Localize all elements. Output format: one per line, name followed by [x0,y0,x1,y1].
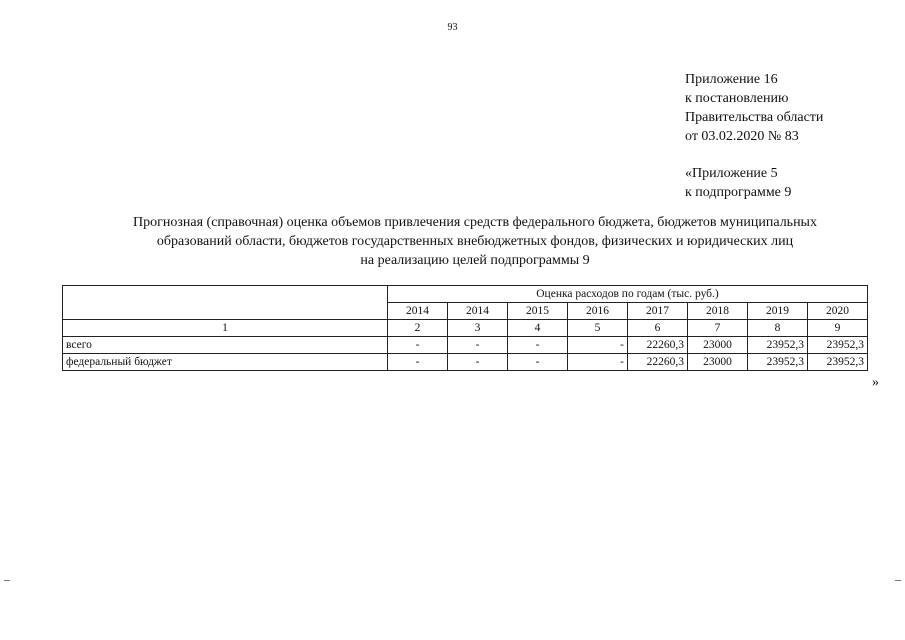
header-group-expenses: Оценка расходов по годам (тыс. руб.) [388,286,868,303]
appendix-line-2: к постановлению [685,91,789,106]
row-value: - [448,354,508,371]
title-line-3: на реализацию целей подпрограммы 9 [360,253,590,268]
appendix-line-5: «Приложение 5 [685,166,778,181]
title-line-2: образований области, бюджетов государственных внебюджетных фондов, физических и юридических лиц [156,234,794,249]
row-value: 23952,3 [748,337,808,354]
title-line-1: Прогнозная (справочная) оценка объемов привлечения средств федерального бюджета, бюджетов муниципальных [133,215,817,230]
closing-quote: » [872,375,879,390]
appendix-line-6: к подпрограмме 9 [685,185,792,200]
row-value: - [388,337,448,354]
budget-table [62,285,868,371]
row-value: 23000 [688,337,748,354]
appendix-line-3: Правительства области [685,110,824,125]
table-row [63,354,868,371]
column-number: 4 [508,320,568,337]
row-label: федеральный бюджет [63,354,388,371]
row-value: 22260,3 [628,337,688,354]
column-number: 3 [448,320,508,337]
page-number: 93 [447,22,458,33]
appendix-gap [685,146,823,164]
document-title [40,213,905,270]
column-number: 8 [748,320,808,337]
row-value: - [508,354,568,371]
header-year: 2018 [688,303,748,320]
table-column-numbers-row [63,320,868,337]
row-value: 23000 [688,354,748,371]
row-value: 22260,3 [628,354,688,371]
column-number: 9 [808,320,868,337]
column-number: 2 [388,320,448,337]
column-number: 1 [63,320,388,337]
row-value: - [388,354,448,371]
row-value: - [568,337,628,354]
header-year: 2020 [808,303,868,320]
header-year: 2014 [448,303,508,320]
column-number: 5 [568,320,628,337]
header-year: 2019 [748,303,808,320]
table-row [63,337,868,354]
row-value: 23952,3 [748,354,808,371]
row-value: - [448,337,508,354]
row-label: всего [63,337,388,354]
row-value: - [508,337,568,354]
scan-mark-left [4,580,10,581]
row-value: 23952,3 [808,354,868,371]
row-value: - [568,354,628,371]
column-number: 7 [688,320,748,337]
header-year: 2017 [628,303,688,320]
column-number: 6 [628,320,688,337]
appendix-line-1: Приложение 16 [685,72,778,87]
header-year: 2014 [388,303,448,320]
row-value: 23952,3 [808,337,868,354]
appendix-line-4: от 03.02.2020 № 83 [685,129,799,144]
scan-mark-right [895,580,901,581]
appendix-block [685,70,823,202]
header-year: 2016 [568,303,628,320]
header-label-empty [63,286,388,320]
header-year: 2015 [508,303,568,320]
table-header-row-group [63,286,868,303]
